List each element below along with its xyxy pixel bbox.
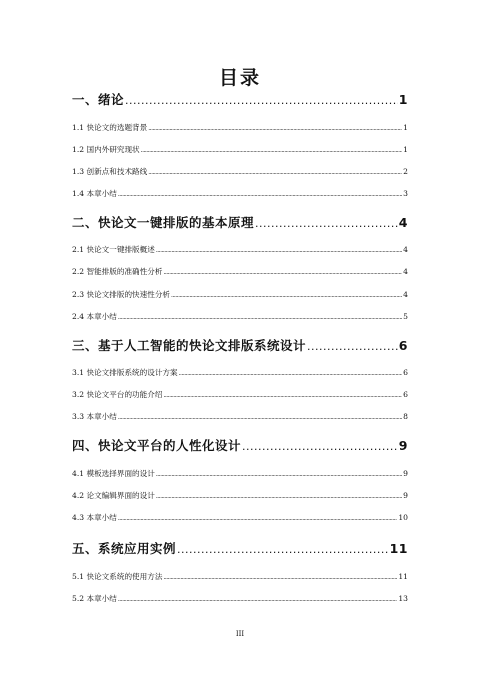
- toc-entry-page: 9: [403, 491, 408, 500]
- toc-entry-3-2: [72, 389, 408, 400]
- toc-entry-1-1: [72, 122, 408, 133]
- page-number-footer: III: [235, 630, 245, 638]
- toc-entry-label: 4.1 模板选择界面的设计: [72, 469, 155, 478]
- toc-entry-label: 3.1 快论文排版系统的设计方案: [72, 368, 178, 377]
- toc-entry-4-3: [72, 512, 408, 523]
- toc-entry-label: 2.3 快论文排版的快速性分析: [72, 290, 171, 299]
- toc-entry-2-4: [72, 311, 408, 322]
- toc-entry-page: 3: [403, 189, 408, 198]
- toc-leader-dots: [148, 169, 402, 176]
- toc-leader-dots: [118, 596, 397, 603]
- toc-entry-label: 4.3 本章小结: [72, 513, 117, 522]
- toc-leader-dots: [163, 269, 402, 276]
- toc-leader-dots: [141, 147, 403, 154]
- toc-leader-dots: [156, 471, 402, 478]
- toc-entry-label: 4.2 论文编辑界面的设计: [72, 491, 155, 500]
- toc-entry-3-3: [72, 411, 408, 422]
- toc-entry-page: 4: [403, 290, 408, 299]
- toc-leader-dots: [148, 125, 402, 132]
- toc-entry-label: 二、快论文一键排版的基本原理: [72, 215, 255, 230]
- toc-entry-page: 1: [403, 145, 408, 154]
- toc-leader-dots: [179, 370, 403, 377]
- toc-leader-dots: [118, 414, 402, 421]
- toc-leader-dots: [242, 440, 398, 453]
- toc-entry-page: 11: [389, 541, 408, 556]
- toc-entry-page: 13: [398, 594, 408, 603]
- toc-entry-label: 2.4 本章小结: [72, 312, 117, 321]
- toc-entry-label: 三、基于人工智能的快论文排版系统设计: [72, 338, 307, 353]
- toc-entry-chapter-5: [72, 539, 408, 557]
- toc-leader-dots: [177, 543, 389, 556]
- toc-entry-5-2: [72, 593, 408, 604]
- toc-entry-2-3: [72, 289, 408, 300]
- toc-entry-3-1: [72, 367, 408, 378]
- toc-entry-page: 6: [398, 338, 408, 353]
- toc-leader-dots: [163, 392, 402, 399]
- toc-entry-page: 9: [398, 438, 408, 453]
- toc-entry-page: 4: [403, 267, 408, 276]
- toc-entry-page: 4: [398, 215, 408, 230]
- toc-entry-page: 10: [398, 513, 408, 522]
- toc-entry-page: 9: [403, 469, 408, 478]
- toc-leader-dots: [125, 94, 398, 107]
- toc-entry-4-1: [72, 468, 408, 479]
- toc-entry-label: 1.2 国内外研究现状: [72, 145, 140, 154]
- toc-entry-label: 2.2 智能排版的准确性分析: [72, 267, 163, 276]
- toc-entry-page: 8: [403, 412, 408, 421]
- toc-entry-label: 五、系统应用实例: [72, 541, 177, 556]
- toc-entry-chapter-1: [72, 90, 408, 108]
- toc-entry-label: 3.3 本章小结: [72, 412, 117, 421]
- toc-entry-label: 1.3 创新点和技术路线: [72, 167, 148, 176]
- toc-leader-dots: [156, 493, 402, 500]
- toc-leader-dots: [156, 247, 402, 254]
- toc-entry-label: 1.4 本章小结: [72, 189, 117, 198]
- toc-entry-page: 1: [398, 92, 408, 107]
- toc-leader-dots: [307, 340, 398, 353]
- toc-entry-chapter-2: [72, 213, 408, 231]
- toc-leader-dots: [118, 515, 397, 522]
- toc-entry-page: 11: [398, 572, 408, 581]
- toc-entry-5-1: [72, 571, 408, 582]
- toc-leader-dots: [255, 217, 398, 230]
- toc-entry-page: 6: [403, 368, 408, 377]
- toc-entry-label: 1.1 快论文的选题背景: [72, 123, 148, 132]
- toc-entry-label: 一、绪论: [72, 92, 125, 107]
- toc-entry-1-3: [72, 166, 408, 177]
- toc-leader-dots: [118, 191, 402, 198]
- toc-entry-page: 6: [403, 390, 408, 399]
- toc-entry-label: 5.2 本章小结: [72, 594, 117, 603]
- toc-leader-dots: [163, 574, 397, 581]
- toc-entry-chapter-4: [72, 436, 408, 454]
- toc-leader-dots: [171, 292, 402, 299]
- toc-entry-chapter-3: [72, 336, 408, 354]
- toc-entry-4-2: [72, 490, 408, 501]
- toc-entry-1-4: [72, 188, 408, 199]
- toc-entry-label: 四、快论文平台的人性化设计: [72, 438, 242, 453]
- toc-entry-2-2: [72, 266, 408, 277]
- toc-entry-label: 5.1 快论文系统的使用方法: [72, 572, 163, 581]
- toc-entry-2-1: [72, 244, 408, 255]
- toc-entry-page: 4: [403, 245, 408, 254]
- toc-entry-label: 3.2 快论文平台的功能介绍: [72, 390, 163, 399]
- toc-entry-page: 1: [403, 123, 408, 132]
- toc-entry-label: 2.1 快论文一键排版概述: [72, 245, 155, 254]
- toc-entry-page: 5: [403, 312, 408, 321]
- toc-title: 目录: [218, 67, 261, 89]
- toc-entry-page: 2: [403, 167, 408, 176]
- toc-entry-1-2: [72, 144, 408, 155]
- toc-leader-dots: [118, 314, 402, 321]
